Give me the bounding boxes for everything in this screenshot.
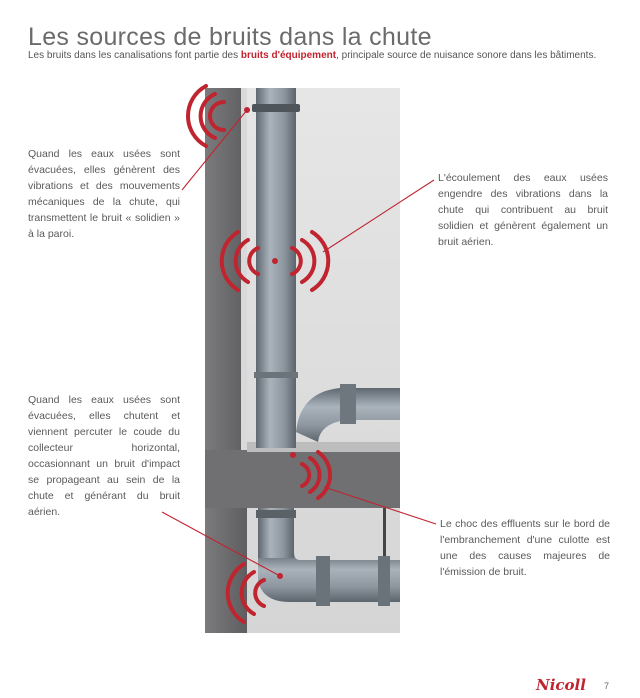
intro-highlight: bruits d'équipement: [240, 50, 337, 61]
pipe-collar: [252, 104, 300, 112]
callout-impact-noise: Quand les eaux usées sont évacuées, elles chutent et viennent percuter le coude du collecteur horizontal, occasionnant un bruit d'impact se propageant au sein de la chute et générant du bruit aérien.: [28, 394, 180, 518]
collector-coupling: [316, 556, 330, 606]
branch-coupling: [340, 384, 356, 424]
collector-coupling-2: [378, 556, 390, 606]
callout-flow-noise: L'écoulement des eaux usées engendre des vibrations dans la chute qui contribuent au bruit solidien et génèrent également un bruit aérien.: [438, 172, 608, 248]
floor-slab: [205, 450, 400, 508]
wall-vertical: [205, 88, 247, 633]
callout-branch-noise: Le choc des effluents sur le bord de l'embranchement d'une culotte est une des causes majeures de l'émission de bruit.: [440, 518, 610, 578]
stack-pipe-upper: [256, 88, 296, 448]
page-number: 7: [604, 681, 610, 691]
intro-after: , principale source de nuisance sonore dans les bâtiments.: [336, 50, 597, 61]
intro-before: Les bruits dans les canalisations font partie des: [28, 50, 241, 61]
wall-inner-edge: [241, 88, 247, 450]
callout-solid-noise: Quand les eaux usées sont évacuées, elles génèrent des vibrations et des mouvements mécaniques de la chute, qui transmettent le bruit « solidien » à la paroi.: [28, 148, 180, 240]
hanger-rod: [383, 508, 386, 556]
pipe-joint-2: [256, 510, 296, 518]
page-title: Les sources de bruits dans la chute: [28, 22, 432, 51]
brand-logo: Nicoll: [536, 676, 586, 694]
pipe-joint: [254, 372, 298, 378]
